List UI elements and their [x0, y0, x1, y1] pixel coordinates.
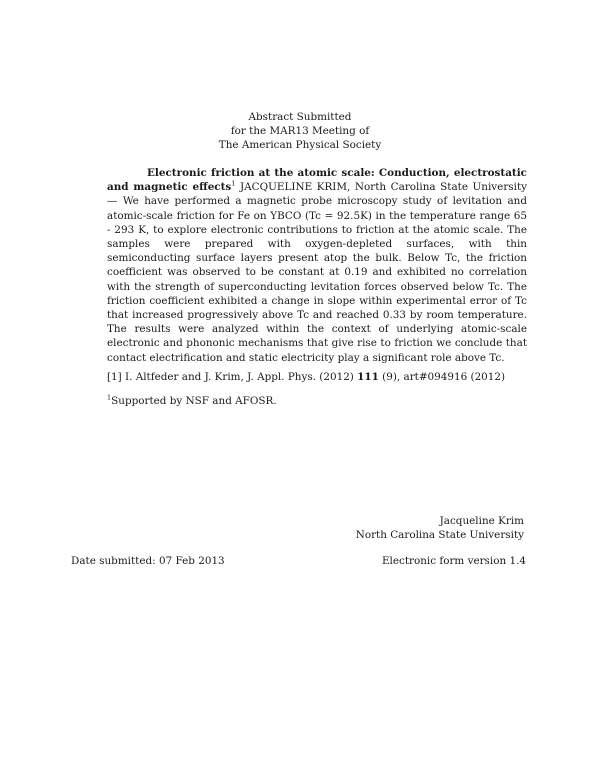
signature-affiliation: North Carolina State University	[355, 529, 524, 541]
reference-entry	[107, 370, 527, 384]
abstract-paragraph	[107, 166, 527, 365]
abstract-title: Electronic friction at the atomic scale: Conduction, electrostatic and magnetic effects	[107, 167, 527, 194]
reference-text-end: (9), art#094916 (2012)	[378, 370, 506, 383]
header-line-abstract-submitted: Abstract Submitted	[248, 111, 352, 123]
footnote-mark: 1	[107, 393, 112, 402]
abstract-body: We have performed a magnetic probe microscopy study of levitation and atomic-scale friction for Fe on YBCO (Tc = 92.5K) in the temperature range 65 - 293 K, to explore electronic contributions to friction at the atomic scale. The samples were prepared with oxygen-depleted surfaces, with thin semiconducting surface layers present atop the bulk. Below Tc, the friction coefficient was observed to be constant at 0.19 and exhibited no correlation with the strength of superconducting levitation forces observed below Tc. The friction coefficient exhibited a change in slope within experimental error of Tc that increased progressively above Tc and reached 0.33 by room temperature. The results were analyzed within the context of underlying atomic-scale electronic and phononic mechanisms that give rise to friction we conclude that contact electrification and static electricity play a significant role above Tc.	[107, 195, 528, 364]
submission-header	[0, 110, 600, 152]
header-line-society: The American Physical Society	[218, 139, 382, 151]
header-line-meeting: for the MAR13 Meeting of	[230, 125, 370, 137]
reference-volume: 111	[357, 370, 379, 383]
reference-text-start: [1] I. Altfeder and J. Krim, J. Appl. Phys. (2012)	[107, 370, 358, 383]
title-footnote-mark: 1	[231, 179, 236, 188]
form-version: Electronic form version 1.4	[381, 555, 526, 567]
signature-block	[356, 514, 524, 542]
footnote	[107, 394, 527, 408]
footnote-text: Supported by NSF and AFOSR.	[111, 395, 277, 408]
signature-name: Jacqueline Krim	[439, 515, 524, 527]
date-submitted: Date submitted: 07 Feb 2013	[71, 555, 225, 567]
abstract-authors: JACQUELINE KRIM, North Carolina State University —	[107, 181, 527, 208]
abstract-section	[107, 166, 527, 408]
